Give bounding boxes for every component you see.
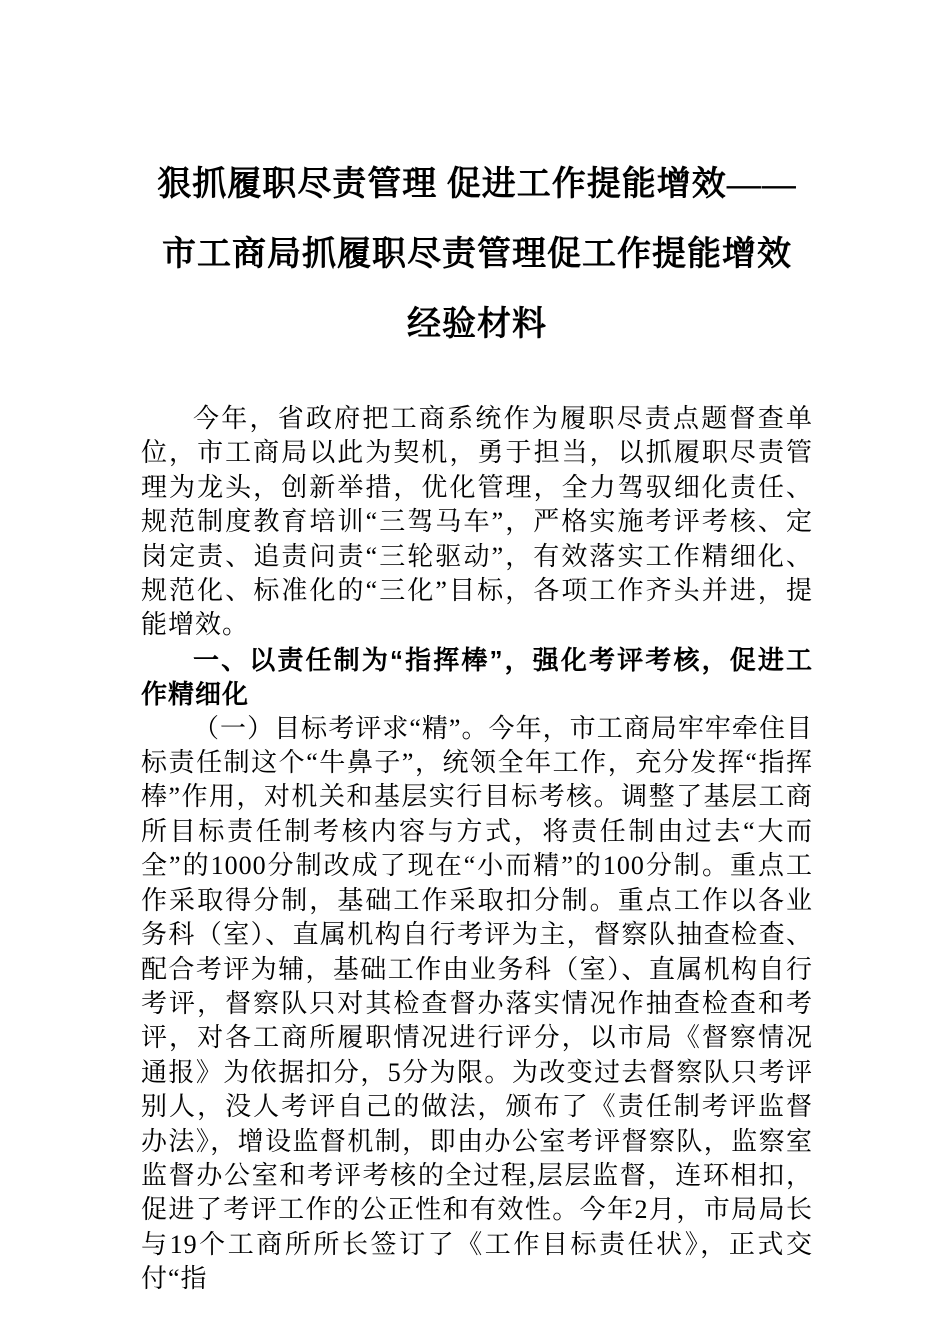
document-title [141, 150, 813, 360]
document-content [141, 150, 813, 1297]
title-line-3: 经验材料 [407, 306, 547, 343]
title-line-1: 狠抓履职尽责管理 促进工作提能增效—— [157, 166, 797, 203]
paragraph-section-1-1: （一）目标考评求“精”。今年，市工商局牢牢牵住目标责任制这个“牛鼻子”，统领全年工作，充分发挥“指挥棒”作用，对机关和基层实行目标考核。调整了基层工商所目标责任制考核内容与方式，将责任制由过去“大而全”的1000分制改成了现在“小而精”的100分制。重点工作采取得分制，基础工作采取扣分制。重点工作以各业务科（室）、直属机构自行考评为主，督察队抽查检查、配合考评为辅，基础工作由业务科（室）、直属机构自行考评，督察队只对其检查督办落实情况作抽查检查和考评，对各工商所履职情况进行评分，以市局《督察情况通报》为依据扣分，5分为限。为改变过去督察队只考评别人，没人考评自己的做法，颁布了《责任制考评监督办法》，增设监督机制，即由办公室考评督察队，监察室监督办公室和考评考核的全过程,层层监督，连环相扣，促进了考评工作的公正性和有效性。今年2月，市局局长与19个工商所所长签订了《工作目标责任状》，正式交付“指 [141, 713, 813, 1294]
title-line-2: 市工商局抓履职尽责管理促工作提能增效 [162, 236, 792, 273]
section-heading-1: 一、以责任制为“指挥棒”，强化考评考核，促进工作精细化 [141, 644, 813, 710]
document-body [141, 402, 813, 1297]
paragraph-intro: 今年，省政府把工商系统作为履职尽责点题督查单位，市工商局以此为契机，勇于担当，以抓履职尽责管理为龙头，创新举措，优化管理，全力驾驭细化责任、规范制度教育培训“三驾马车”，严格实施考评考核、定岗定责、追责问责“三轮驱动”，有效落实工作精细化、规范化、标准化的“三化”目标，各项工作齐头并进，提能增效。 [141, 404, 813, 640]
